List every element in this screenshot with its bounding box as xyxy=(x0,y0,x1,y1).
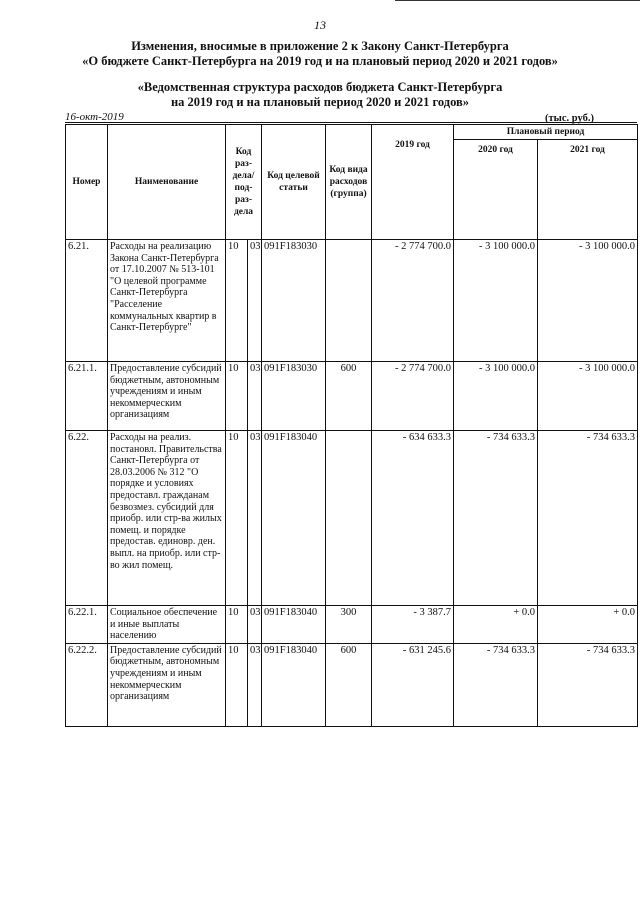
row-amount-2021: - 3 100 000.0 xyxy=(538,362,638,431)
document-title xyxy=(0,39,640,69)
row-name: Расходы на реализацию Закона Санкт-Петербурга от 17.10.2007 № 513-101 "О целевой программе Санкт-Петербурга "Расселение коммунальных квартир в Санкт-Петербурге" xyxy=(108,240,226,362)
row-number: 6.22.2. xyxy=(66,643,108,726)
row-number: 6.21. xyxy=(66,240,108,362)
row-amount-2020: - 3 100 000.0 xyxy=(454,240,538,362)
row-target-code: 091F183040 xyxy=(262,431,326,606)
top-rule xyxy=(395,0,640,1)
row-amount-2021: - 734 633.3 xyxy=(538,431,638,606)
row-target-code: 091F183040 xyxy=(262,606,326,644)
row-subsection: 03 xyxy=(248,362,262,431)
row-amount-2021: + 0.0 xyxy=(538,606,638,644)
row-section: 10 xyxy=(226,606,248,644)
document-subtitle-line-2: на 2019 год и на плановый период 2020 и 2021 годов» xyxy=(170,95,470,109)
row-section: 10 xyxy=(226,362,248,431)
row-amount-2019: - 631 245.6 xyxy=(372,643,454,726)
page-number: 13 xyxy=(314,18,326,32)
row-expense-code xyxy=(326,431,372,606)
row-number: 6.22. xyxy=(66,431,108,606)
row-amount-2019: - 3 387.7 xyxy=(372,606,454,644)
document-title-line-1: Изменения, вносимые в приложение 2 к Закону Санкт-Петербурга xyxy=(131,39,509,53)
table-row xyxy=(66,643,638,726)
row-section: 10 xyxy=(226,240,248,362)
row-number: 6.22.1. xyxy=(66,606,108,644)
budget-table xyxy=(65,124,638,727)
table-row xyxy=(66,362,638,431)
document-subtitle xyxy=(0,80,640,110)
header-year-2020: 2020 год xyxy=(454,140,538,240)
row-amount-2020: - 734 633.3 xyxy=(454,431,538,606)
row-subsection: 03 xyxy=(248,431,262,606)
row-subsection: 03 xyxy=(248,606,262,644)
row-amount-2019: - 2 774 700.0 xyxy=(372,240,454,362)
header-target-code: Код целевой статьи xyxy=(262,125,326,240)
document-date: 16-окт-2019 xyxy=(65,111,124,123)
row-expense-code: 300 xyxy=(326,606,372,644)
header-name: Наименование xyxy=(108,125,226,240)
header-year-2019: 2019 год xyxy=(372,125,454,240)
row-subsection: 03 xyxy=(248,240,262,362)
row-number: 6.21.1. xyxy=(66,362,108,431)
row-name: Предоставление субсидий бюджетным, автономным учреждениям и иным некоммерческим организациям xyxy=(108,643,226,726)
row-name: Предоставление субсидий бюджетным, автономным учреждениям и иным некоммерческим организациям xyxy=(108,362,226,431)
row-subsection: 03 xyxy=(248,643,262,726)
row-name: Расходы на реализ. постановл. Правительства Санкт-Петербурга от 28.03.2006 № 312 "О порядке и условиях предоставл. гражданам безвозмез. субсидий для приобр. или стр-ва жилых помещ. и порядке предостав. единовр. ден. выпл. на приобр. или стр-во жил помещ. xyxy=(108,431,226,606)
header-section-code: Код раз-дела/ под-раз-дела xyxy=(226,125,262,240)
row-expense-code: 600 xyxy=(326,362,372,431)
table-top-rule xyxy=(65,122,637,123)
document-subtitle-line-1: «Ведомственная структура расходов бюджета Санкт-Петербурга xyxy=(137,80,503,94)
table-row xyxy=(66,431,638,606)
row-section: 10 xyxy=(226,643,248,726)
row-expense-code xyxy=(326,240,372,362)
row-name: Социальное обеспечение и иные выплаты населению xyxy=(108,606,226,644)
header-planned-period: Плановый период xyxy=(454,125,638,140)
header-expense-code: Код вида расходов (группа) xyxy=(326,125,372,240)
row-expense-code: 600 xyxy=(326,643,372,726)
row-target-code: 091F183030 xyxy=(262,240,326,362)
table-header xyxy=(66,125,638,240)
row-section: 10 xyxy=(226,431,248,606)
row-amount-2020: + 0.0 xyxy=(454,606,538,644)
row-amount-2020: - 734 633.3 xyxy=(454,643,538,726)
units-label: (тыс. руб.) xyxy=(545,113,594,124)
row-amount-2019: - 634 633.3 xyxy=(372,431,454,606)
table-body xyxy=(66,240,638,727)
row-amount-2020: - 3 100 000.0 xyxy=(454,362,538,431)
row-amount-2019: - 2 774 700.0 xyxy=(372,362,454,431)
header-year-2021: 2021 год xyxy=(538,140,638,240)
document-title-line-2: «О бюджете Санкт-Петербурга на 2019 год и на плановый период 2020 и 2021 годов» xyxy=(82,54,558,68)
table-row xyxy=(66,240,638,362)
header-number: Номер xyxy=(66,125,108,240)
row-amount-2021: - 734 633.3 xyxy=(538,643,638,726)
row-target-code: 091F183030 xyxy=(262,362,326,431)
table-row xyxy=(66,606,638,644)
row-target-code: 091F183040 xyxy=(262,643,326,726)
row-amount-2021: - 3 100 000.0 xyxy=(538,240,638,362)
